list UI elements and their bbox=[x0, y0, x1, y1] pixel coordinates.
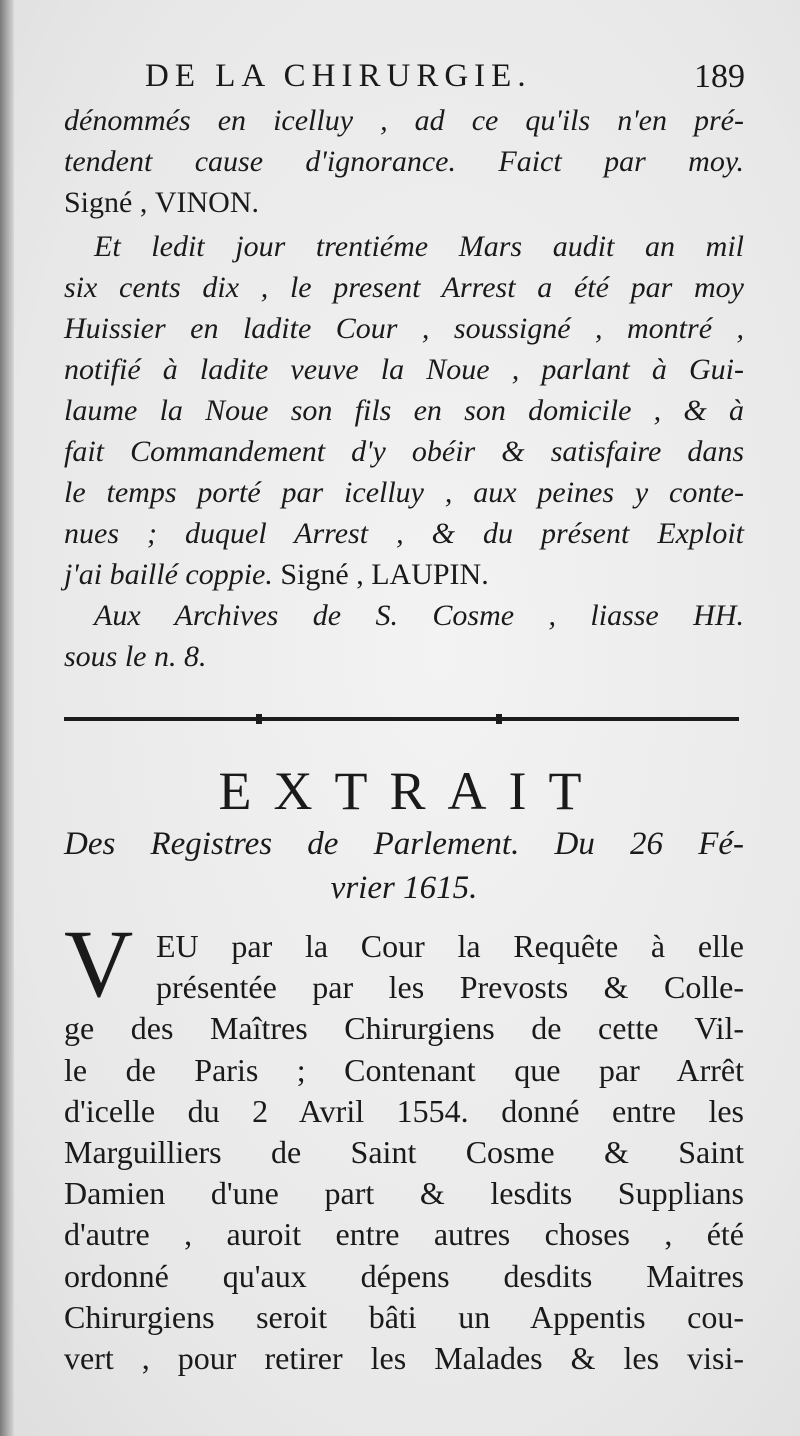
page-number: 189 bbox=[694, 58, 745, 95]
text-line: tendent cause d'ignorance. Faict par moy. bbox=[64, 145, 744, 178]
text-line: sous le n. 8. bbox=[64, 640, 207, 673]
signed-prefix: Signé , bbox=[64, 186, 148, 219]
body-text bbox=[64, 910, 744, 1379]
rule-joint bbox=[256, 714, 262, 724]
text-line: Huissier en ladite Cour , soussigné , montré , bbox=[64, 312, 744, 345]
signer-name: VINON. bbox=[154, 186, 259, 219]
text-line: fait Commandement d'y obéir & satisfaire dans bbox=[64, 435, 744, 468]
text-line: vert , pour retirer les Malades & les visi- bbox=[64, 1340, 744, 1377]
text-line: EU par la Cour la Requête à elle bbox=[156, 928, 744, 964]
text-line: le de Paris ; Contenant que par Arrêt bbox=[64, 1051, 744, 1088]
text-line: Et ledit jour trentiéme Mars audit an mil bbox=[94, 230, 744, 263]
text-line-signature bbox=[64, 554, 744, 595]
page-gutter-shadow bbox=[0, 0, 14, 1436]
rule-bar bbox=[64, 717, 739, 721]
signer-name: LAUPIN. bbox=[371, 558, 489, 591]
text-line: Damien d'une part & lesdits Supplians bbox=[64, 1175, 744, 1212]
archive-note bbox=[64, 595, 744, 677]
text-line: Chirurgiens seroit bâti un Appentis cou- bbox=[64, 1298, 744, 1335]
ornamental-rule bbox=[64, 714, 739, 724]
text-line: nues ; duquel Arrest , & du présent Exploit bbox=[64, 517, 744, 550]
second-block bbox=[64, 226, 744, 595]
text-line: six cents dix , le present Arrest a été par moy bbox=[64, 271, 744, 304]
text-line: ge des Maîtres Chirurgiens de cette Vil- bbox=[64, 1010, 744, 1047]
text-line: Marguilliers de Saint Cosme & Saint bbox=[64, 1134, 744, 1171]
subtitle-line: Des Registres de Parlement. Du 26 Fé- bbox=[64, 826, 744, 862]
text-line: d'icelle du 2 Avril 1554. donné entre les bbox=[64, 1092, 744, 1129]
subtitle-line: vrier 1615. bbox=[330, 870, 478, 906]
section-title: EXTRAIT bbox=[218, 761, 604, 821]
page-header bbox=[145, 58, 745, 98]
first-block bbox=[64, 100, 744, 182]
text-line: le temps porté par icelluy , aux peines y conte- bbox=[64, 476, 744, 509]
text-line: notifié à ladite veuve la Noue , parlant à Gui- bbox=[64, 353, 744, 386]
rule-joint bbox=[496, 714, 502, 724]
section-subtitle bbox=[64, 822, 744, 910]
italic-phrase: j'ai baillé coppie. bbox=[64, 558, 273, 591]
text-line: présentée par les Prevosts & Colle- bbox=[156, 969, 744, 1006]
text-line: dénommés en icelluy , ad ce qu'ils n'en pré- bbox=[64, 104, 744, 137]
text-line: laume la Noue son fils en son domicile , & à bbox=[64, 394, 744, 427]
signature-line-vinon bbox=[64, 186, 259, 220]
signed-prefix: Signé , bbox=[280, 558, 364, 591]
running-head: DE LA CHIRURGIE. bbox=[145, 58, 532, 94]
text-line: Aux Archives de S. Cosme , liasse HH. bbox=[94, 599, 744, 632]
text-line: ordonné qu'aux dépens desdits Maitres bbox=[64, 1257, 744, 1294]
drop-cap: V bbox=[64, 910, 134, 1017]
text-line: d'autre , auroit entre autres choses , été bbox=[64, 1216, 744, 1253]
